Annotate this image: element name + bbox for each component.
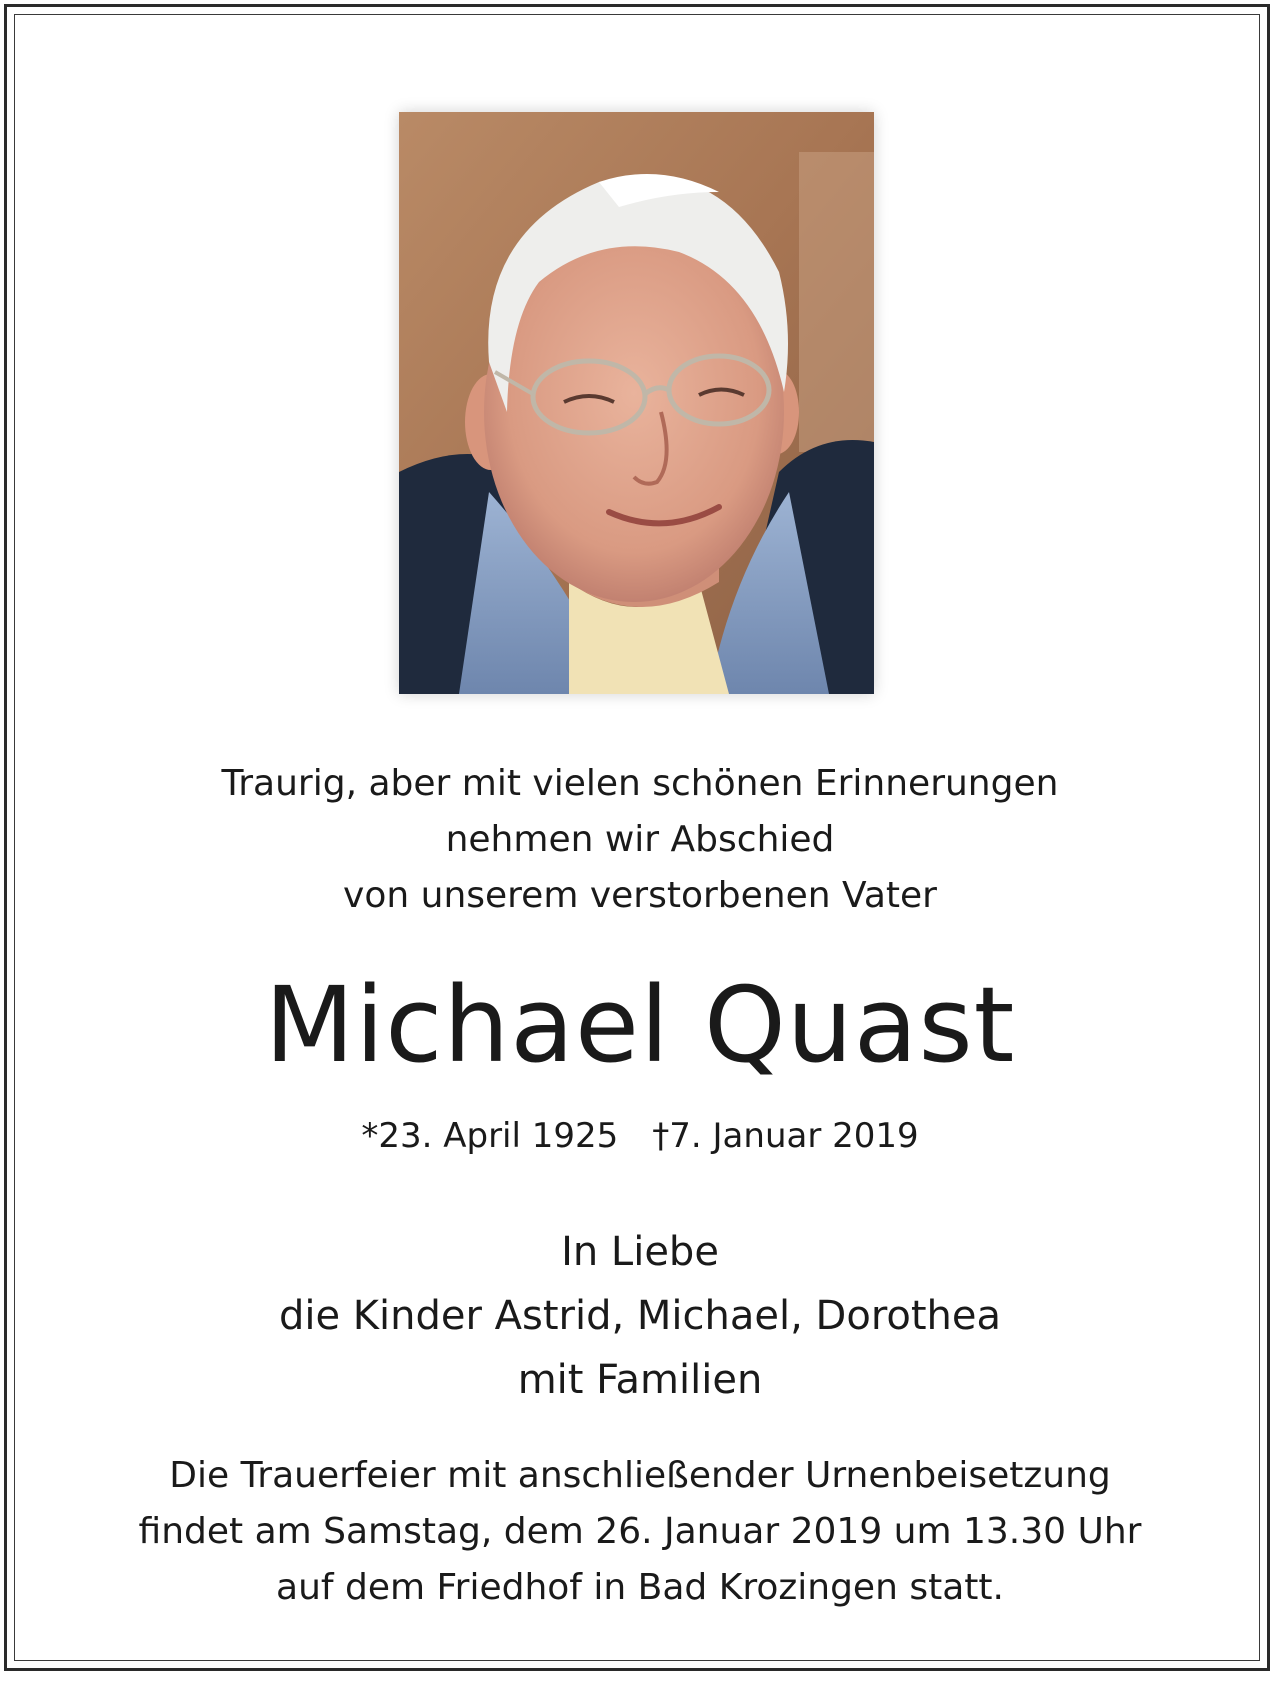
- death-date: †7. Januar 2019: [652, 1116, 919, 1156]
- signature-block: [40, 1220, 1240, 1412]
- intro-line-2: nehmen wir Abschied: [445, 819, 835, 860]
- signature-line-3: mit Familien: [517, 1357, 763, 1403]
- service-line-3: auf dem Friedhof in Bad Krozingen statt.: [276, 1567, 1004, 1608]
- signature-line-2: die Kinder Astrid, Michael, Dorothea: [278, 1293, 1002, 1339]
- intro-line-3: von unserem verstorbenen Vater: [343, 875, 937, 916]
- portrait-photo: [399, 112, 874, 694]
- intro-text: [40, 756, 1240, 924]
- birth-date: *23. April 1925: [361, 1116, 619, 1156]
- service-line-1: Die Trauerfeier mit anschließender Urnenbeisetzung: [169, 1455, 1111, 1496]
- service-info: [40, 1448, 1240, 1616]
- deceased-name: Michael Quast: [264, 964, 1016, 1086]
- service-line-2: findet am Samstag, dem 26. Januar 2019 um 13.30 Uhr: [138, 1511, 1142, 1552]
- intro-line-1: Traurig, aber mit vielen schönen Erinnerungen: [221, 763, 1059, 804]
- life-dates: [40, 1112, 1240, 1160]
- signature-line-1: In Liebe: [561, 1229, 719, 1275]
